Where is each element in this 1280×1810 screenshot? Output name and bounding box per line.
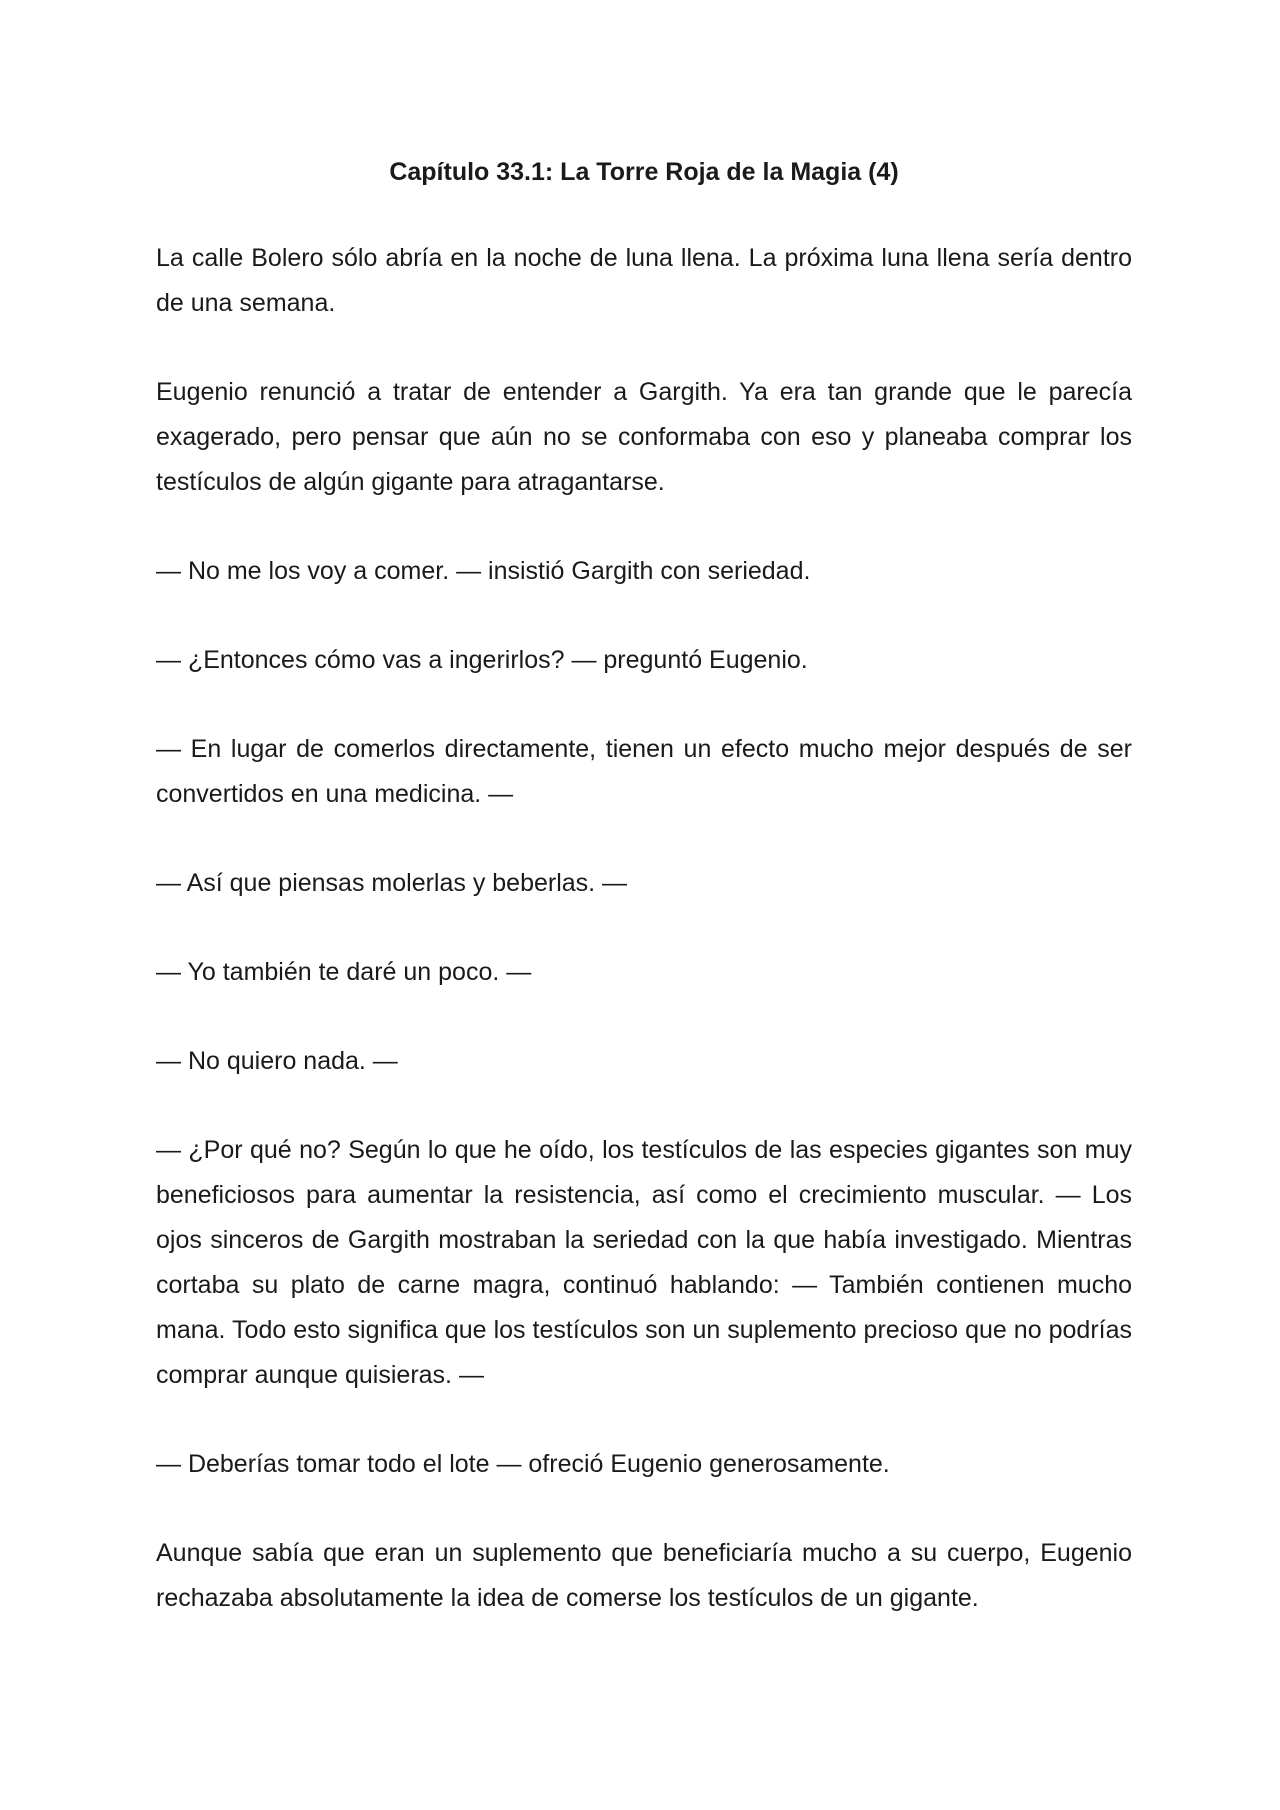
paragraph: — Deberías tomar todo el lote — ofreció Eugenio generosamente. (156, 1450, 890, 1478)
paragraph: Aunque sabía que eran un suplemento que beneficiaría mucho a su cuerpo, Eugenio rechazaba absolutamente la idea de comerse los testículos de un gigante. (156, 1539, 1132, 1612)
paragraph: — Así que piensas molerlas y beberlas. — (156, 869, 628, 897)
paragraph: — No me los voy a comer. — insistió Gargith con seriedad. (156, 557, 811, 585)
paragraph: — Yo también te daré un poco. — (156, 958, 532, 986)
paragraph: — ¿Entonces cómo vas a ingerirlos? — preguntó Eugenio. (156, 646, 808, 674)
paragraph: — En lugar de comerlos directamente, tienen un efecto mucho mejor después de ser convertidos en una medicina. — (156, 735, 1132, 808)
paragraph: — No quiero nada. — (156, 1047, 398, 1075)
chapter-title: Capítulo 33.1: La Torre Roja de la Magia (4) (389, 158, 899, 186)
paragraph: La calle Bolero sólo abría en la noche de luna llena. La próxima luna llena sería dentro de una semana. (156, 244, 1132, 317)
paragraph: Eugenio renunció a tratar de entender a Gargith. Ya era tan grande que le parecía exagerado, pero pensar que aún no se conformaba con eso y planeaba comprar los testículos de algún gigante para atragantarse. (156, 378, 1132, 496)
document-body (156, 152, 1132, 1665)
paragraph: — ¿Por qué no? Según lo que he oído, los testículos de las especies gigantes son muy beneficiosos para aumentar la resistencia, así como el crecimiento muscular. — Los ojos sinceros de Gargith mostraban la seriedad con la que había investigado. Mientras cortaba su plato de carne magra, continuó hablando: — También contienen mucho mana. Todo esto significa que los testículos son un suplemento precioso que no podrías comprar aunque quisieras. — (156, 1136, 1132, 1389)
